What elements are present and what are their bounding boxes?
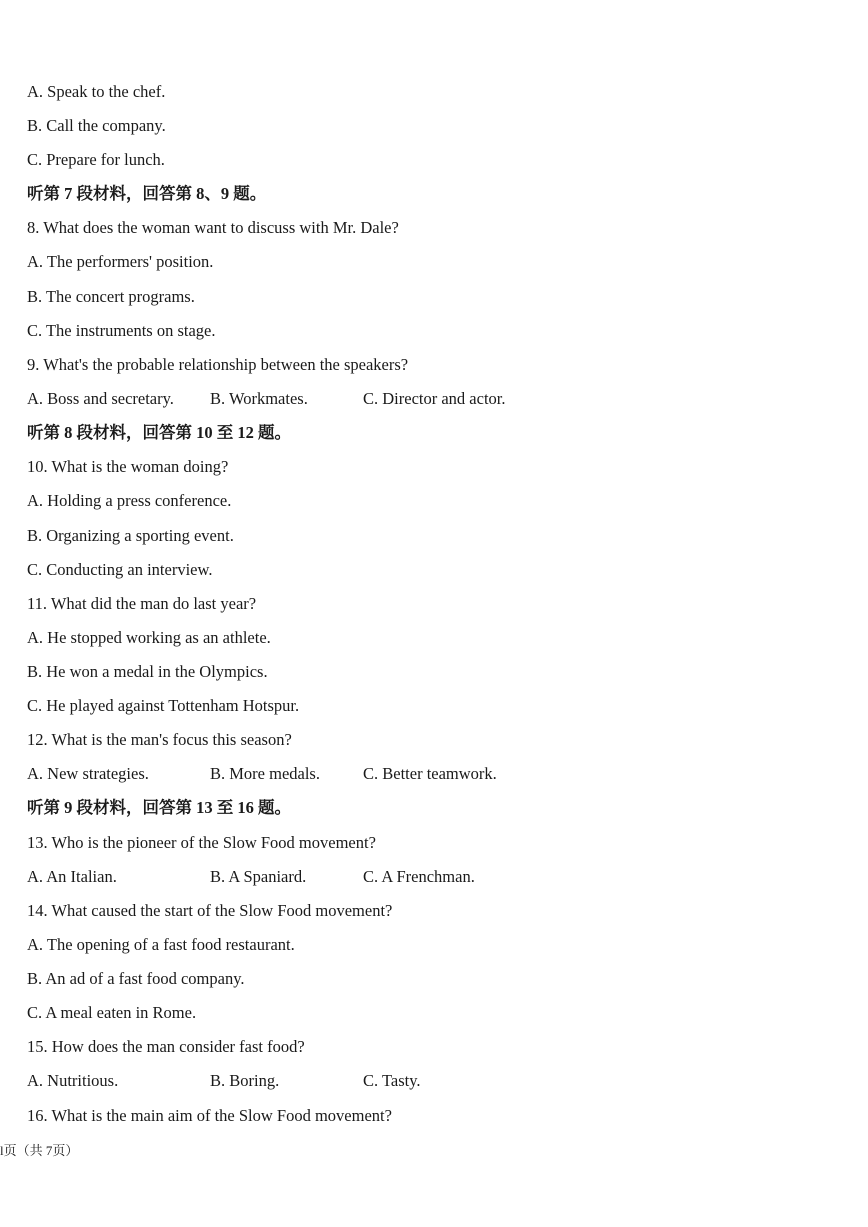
options-row-15 xyxy=(27,1064,827,1098)
option-15c: C. Tasty. xyxy=(363,1071,421,1090)
question-10: 10. What is the woman doing? xyxy=(27,457,229,476)
option-13b: B. A Spaniard. xyxy=(210,867,307,886)
section-heading-7: 听第 7 段材料，回答第 8、9 题。 xyxy=(27,184,267,203)
option-7a: A. Speak to the chef. xyxy=(27,82,166,101)
page-footer: l页（共 7页） xyxy=(0,1143,79,1158)
option-10c: C. Conducting an interview. xyxy=(27,560,213,579)
question-9: 9. What's the probable relationship between the speakers? xyxy=(27,355,409,374)
option-12a: A. New strategies. xyxy=(27,764,149,783)
question-13: 13. Who is the pioneer of the Slow Food movement? xyxy=(27,833,376,852)
option-10a: A. Holding a press conference. xyxy=(27,491,232,510)
option-14b: B. An ad of a fast food company. xyxy=(27,969,245,988)
option-11a: A. He stopped working as an athlete. xyxy=(27,628,271,647)
option-15a: A. Nutritious. xyxy=(27,1071,119,1090)
option-9b: B. Workmates. xyxy=(210,389,308,408)
section-heading-8: 听第 8 段材料，回答第 10 至 12 题。 xyxy=(27,423,291,442)
options-row-13 xyxy=(27,860,827,894)
question-14: 14. What caused the start of the Slow Food movement? xyxy=(27,901,393,920)
question-16: 16. What is the main aim of the Slow Food movement? xyxy=(27,1106,392,1125)
option-9c: C. Director and actor. xyxy=(363,389,506,408)
section-heading-9: 听第 9 段材料，回答第 13 至 16 题。 xyxy=(27,798,291,817)
option-8a: A. The performers' position. xyxy=(27,252,214,271)
options-row-9 xyxy=(27,382,827,416)
option-13c: C. A Frenchman. xyxy=(363,867,475,886)
options-row-12 xyxy=(27,757,827,791)
option-7c: C. Prepare for lunch. xyxy=(27,150,165,169)
option-15b: B. Boring. xyxy=(210,1071,280,1090)
option-8c: C. The instruments on stage. xyxy=(27,321,216,340)
option-7b: B. Call the company. xyxy=(27,116,166,135)
option-11c: C. He played against Tottenham Hotspur. xyxy=(27,696,300,715)
option-14c: C. A meal eaten in Rome. xyxy=(27,1003,197,1022)
question-15: 15. How does the man consider fast food? xyxy=(27,1037,305,1056)
option-8b: B. The concert programs. xyxy=(27,287,195,306)
option-11b: B. He won a medal in the Olympics. xyxy=(27,662,268,681)
question-12: 12. What is the man's focus this season? xyxy=(27,730,292,749)
option-12c: C. Better teamwork. xyxy=(363,764,497,783)
option-10b: B. Organizing a sporting event. xyxy=(27,526,234,545)
question-11: 11. What did the man do last year? xyxy=(27,594,257,613)
option-13a: A. An Italian. xyxy=(27,867,117,886)
option-12b: B. More medals. xyxy=(210,764,320,783)
option-14a: A. The opening of a fast food restaurant. xyxy=(27,935,295,954)
question-8: 8. What does the woman want to discuss with Mr. Dale? xyxy=(27,218,399,237)
option-9a: A. Boss and secretary. xyxy=(27,389,174,408)
